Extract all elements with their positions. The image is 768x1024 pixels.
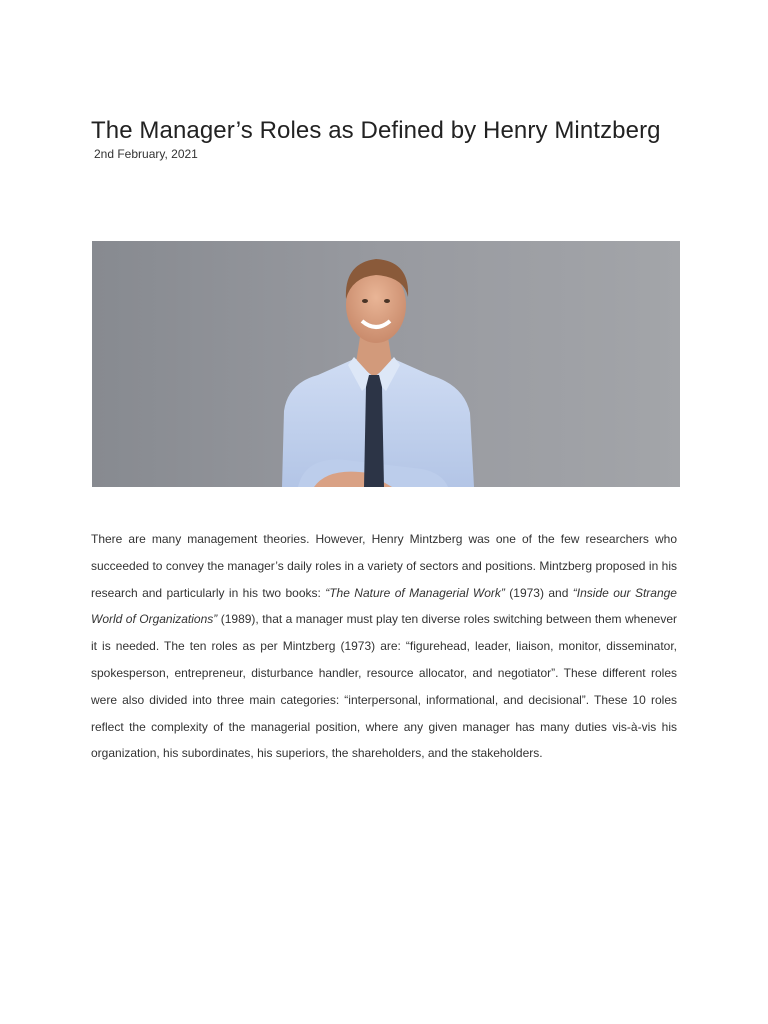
manager-portrait-illustration [92, 241, 680, 487]
body-text-part-3: (1989), that a manager must play ten diverse roles switching between them whenever it is needed. The ten roles as per Mintzberg (1973) are: “figurehead, leader, liaison, monitor, disseminator, spokesperson, entrepreneur, disturbance handler, resource allocator, and negotiator”. These different roles were also divided into three main categories: “interpersonal, informational, and decisional”. These 10 roles reflect the complexity of the managerial position, where any given manager has many duties vis-à-vis his organization, his subordinates, his superiors, the shareholders, and the stakeholders. [91, 612, 677, 761]
body-text-part-2: (1973) and [504, 585, 573, 600]
eye-left [362, 299, 368, 303]
tie-shape [364, 375, 384, 487]
article-body-paragraph [91, 526, 677, 767]
book-title-2: “Inside our Strange World of Organizations” [91, 585, 677, 627]
article-header [91, 116, 681, 161]
article-title: The Manager’s Roles as Defined by Henry Mintzberg [91, 117, 661, 144]
hero-image [92, 241, 680, 487]
body-text-part-1: There are many management theories. However, Henry Mintzberg was one of the few researchers who succeeded to convey the manager’s daily roles in a variety of sectors and positions. Mintzberg proposed in his research and particularly in his two books: [91, 532, 677, 600]
article-date: 2nd February, 2021 [94, 147, 198, 161]
book-title-1: “The Nature of Managerial Work” [325, 585, 505, 600]
eye-right [384, 299, 390, 303]
